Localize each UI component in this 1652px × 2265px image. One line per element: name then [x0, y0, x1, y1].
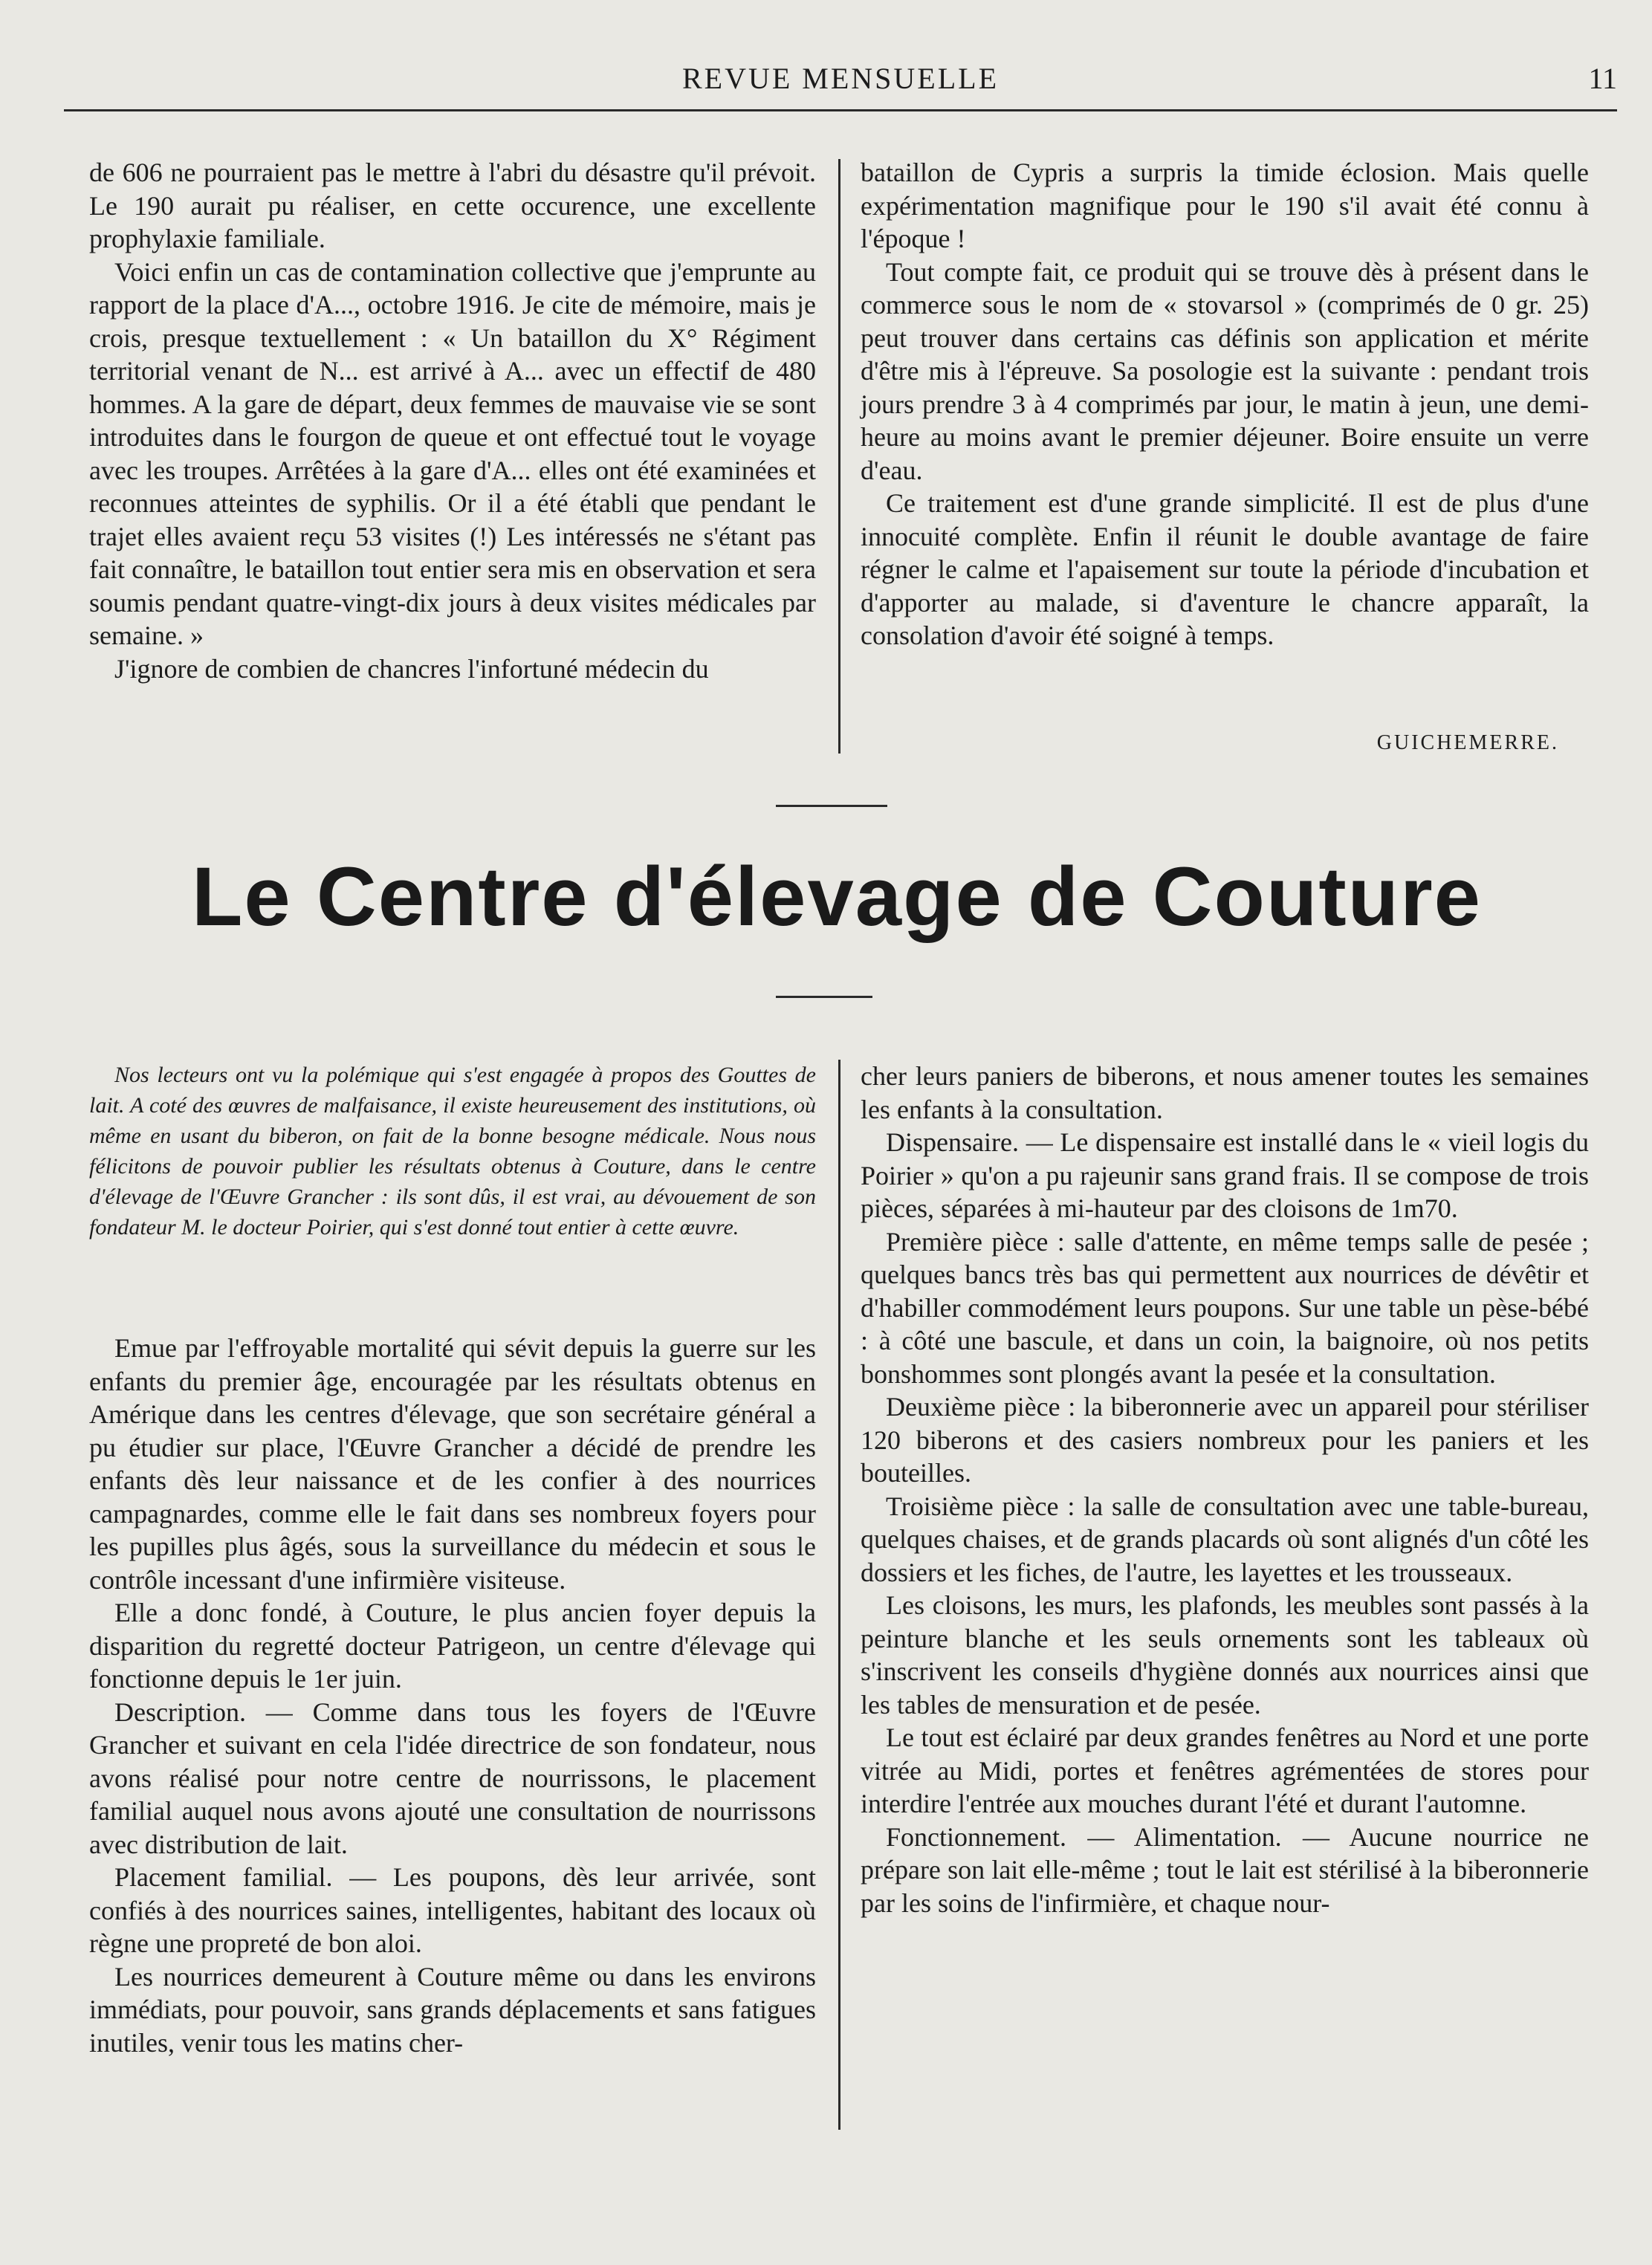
article2-left-column — [89, 1332, 816, 2059]
paragraph: Tout compte fait, ce produit qui se trouve dès à présent dans le commerce sous le nom de « stovarsol » (comprimés de 0 gr. 25) peut trouver dans certains cas définis son application et mérite d'être mis à l'épreuve. Sa posologie est la suivante : pendant trois jours prendre 3 à 4 comprimés par jour, le matin à jeun, une demi-heure au moins avant le premier déjeuner. Boire ensuite un verre d'eau. — [861, 256, 1589, 485]
paragraph: J'ignore de combien de chancres l'infortuné médecin du — [114, 653, 709, 684]
author-signature: GUICHEMERRE. — [1376, 731, 1559, 754]
paragraph: Le tout est éclairé par deux grandes fenêtres au Nord et une porte vitrée au Midi, portes et fenêtres agrémentées de stores pour interdire l'entrée aux mouches durant l'été et durant l'automne. — [861, 1723, 1589, 1818]
paragraph: Voici enfin un cas de contamination collective que j'emprunte au rapport de la place d'A..., octobre 1916. Je cite de mémoire, mais je crois, presque textuellement : « Un bataillon du X° Régiment territorial venant de N... est arrivé à A... avec un effectif de 480 hommes. A la gare de départ, deux femmes de mauvaise vie se sont introduites dans le fourgon de queue et ont effectué tout le voyage avec les troupes. Arrêtées à la gare d'A... elles ont été examinées et reconnues atteintes de syphilis. Or il a été établi que pendant le trajet elles avaient reçu 53 visites (!) Les intéressés ne s'étant pas fait connaître, le bataillon tout entier sera mis en observation et sera soumis pendant quatre-vingt-dix jours à deux visites médicales par semaine. » — [89, 256, 816, 650]
paragraph: bataillon de Cypris a surpris la timide éclosion. Mais quelle expérimentation magnifique pour le 190 s'il avait été connu à l'époque ! — [861, 158, 1589, 253]
page-number: 11 — [1588, 62, 1617, 95]
article1-right-column — [861, 156, 1589, 652]
column-divider — [838, 1060, 840, 2130]
editorial-intro — [89, 1060, 816, 1242]
article-title: Le Centre d'élevage de Couture — [192, 850, 1482, 943]
paragraph: de 606 ne pourraient pas le mettre à l'abri du désastre qu'il prévoit. Le 190 aurait pu réaliser, en cette occurence, une excellente prophylaxie familiale. — [89, 158, 816, 253]
paragraph: Fonctionnement. — Alimentation. — Aucune nourrice ne prépare son lait elle-même ; tout le lait est stérilisé à la biberonnerie par les soins de l'infirmière, et chaque nour- — [861, 1821, 1589, 1918]
paragraph: cher leurs paniers de biberons, et nous amener toutes les semaines les enfants à la consultation. — [861, 1061, 1589, 1124]
paragraph: Deuxième pièce : la biberonnerie avec un appareil pour stériliser 120 biberons et des casiers nombreux pour les paniers et les bouteilles. — [861, 1392, 1589, 1488]
running-title: REVUE MENSUELLE — [681, 62, 1000, 95]
article2-right-column — [861, 1060, 1589, 1919]
header-rule — [64, 109, 1617, 111]
paragraph: Première pièce : salle d'attente, en même temps salle de pesée ; quelques bancs très bas qui permettent aux nourrices de dévêtir et d'habiller commodément leurs poupons. Sur une table un pèse-bébé : à côté une bascule, et dans un coin, la baignoire, où nos petits bonshommes sont plongés avant la pesée et la consultation. — [861, 1226, 1589, 1389]
article1-left-column — [89, 156, 816, 685]
title-rule-top — [776, 805, 887, 807]
paragraph: Description. — Comme dans tous les foyers de l'Œuvre Grancher et suivant en cela l'idée directrice de son fondateur, nous avons réalisé pour notre centre de nourrissons, le placement familial auquel nous avons ajouté une consultation de nourrissons avec distribution de lait. — [89, 1697, 816, 1859]
paragraph: Emue par l'effroyable mortalité qui sévit depuis la guerre sur les enfants du premier âge, encouragée par les résultats obtenus en Amérique dans les centres d'élevage, que son secrétaire général a pu étudier sur place, l'Œuvre Grancher a décidé de prendre les enfants dès leur naissance et de les confier à des nourrices campagnardes, comme elle le fait dans ses nombreux foyers pour les pupilles plus âgés, sous la surveillance du médecin et sous le contrôle incessant d'une infirmière visiteuse. — [89, 1333, 816, 1595]
column-divider — [838, 159, 840, 754]
title-rule-bottom — [776, 996, 872, 998]
paragraph: Placement familial. — Les poupons, dès leur arrivée, sont confiés à des nourrices saines, intelligentes, habitant des locaux où règne une propreté de bon aloi. — [89, 1862, 816, 1958]
paragraph: Les nourrices demeurent à Couture même ou dans les environs immédiats, pour pouvoir, sans grands déplacements et sans fatigues inutiles, venir tous les matins cher- — [89, 1961, 816, 2058]
paragraph: Troisième pièce : la salle de consultation avec une table-bureau, quelques chaises, et de grands placards où sont alignés d'un côté les dossiers et les fiches, de l'autre, les layettes et les trousseaux. — [861, 1491, 1589, 1587]
paragraph: Les cloisons, les murs, les plafonds, les meubles sont passés à la peinture blanche et les seuls ornements sont les tableaux où s'inscrivent les conseils d'hygiène donnés aux nourrices ainsi que les tables de mensuration et de pesée. — [861, 1590, 1589, 1720]
intro-text: Nos lecteurs ont vu la polémique qui s'est engagée à propos des Gouttes de lait. A coté des œuvres de malfaisance, il existe heureusement des institutions, où même en usant du biberon, on fait de la bonne besogne médicale. Nous nous félicitons de pouvoir publier les résultats obtenus à Couture, dans le centre d'élevage de l'Œuvre Grancher : ils sont dûs, il est vrai, au dévouement de son fondateur M. le docteur Poirier, qui s'est donné tout entier à cette œuvre. — [89, 1063, 816, 1240]
paragraph: Ce traitement est d'une grande simplicité. Il est de plus d'une innocuité complète. Enfin il réunit le double avantage de faire régner le calme et l'apaisement sur toute la période d'incubation et d'apporter au malade, si d'aventure le chancre apparaît, la consolation d'avoir été soigné à temps. — [861, 488, 1589, 650]
paragraph: Dispensaire. — Le dispensaire est installé dans le « vieil logis du Poirier » qu'on a pu rajeunir sans grand frais. Il se compose de trois pièces, séparées à mi-hauteur par des cloisons de 1m70. — [861, 1127, 1589, 1223]
paragraph: Elle a donc fondé, à Couture, le plus ancien foyer depuis la disparition du regretté docteur Patrigeon, un centre d'élevage qui fonctionne depuis le 1er juin. — [89, 1598, 816, 1694]
running-header — [64, 61, 1617, 98]
